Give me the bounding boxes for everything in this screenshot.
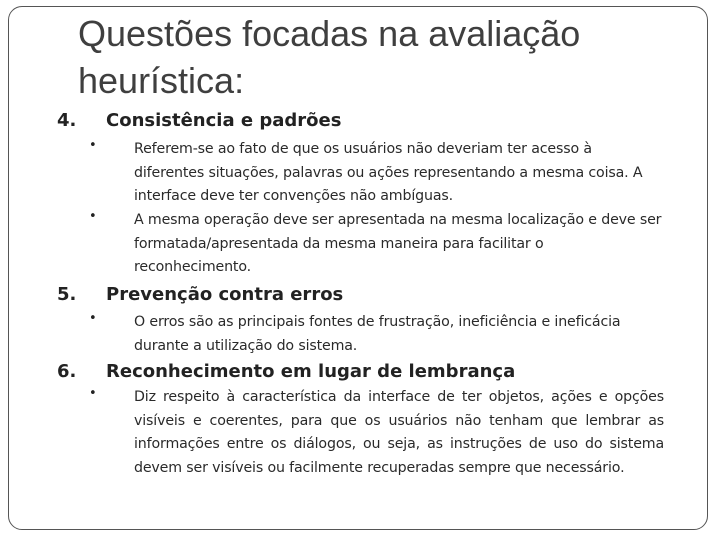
- bullet-text: O erros são as principais fontes de frustração, ineficiência e ineficácia durante a utilização do sistema.: [134, 314, 621, 354]
- section-title: Reconhecimento em lugar de lembrança: [106, 361, 516, 382]
- bullet-text: A mesma operação deve ser apresentada na mesma localização e deve ser formatada/apresentada da mesma maneira para facilitar o reconhecimento.: [134, 212, 662, 275]
- bullet-icon: •: [89, 209, 97, 224]
- section-number: 4.: [57, 110, 77, 131]
- bullet-icon: •: [89, 386, 97, 401]
- slide-title: Questões focadas na avaliação heurística:: [78, 13, 581, 101]
- section-number: 5.: [57, 284, 77, 305]
- bullet-icon: •: [89, 311, 97, 326]
- section-title: Prevenção contra erros: [106, 284, 344, 305]
- bullet-icon: •: [89, 138, 97, 153]
- bullet-text: Diz respeito à característica da interface de ter objetos, ações e opções visíveis e coerentes, para que os usuários não tenham que lembrar as informações entre os diálogos, ou seja, as instruções de uso do sistema devem ser visíveis ou facilmente recuperadas sempre que necessário.: [134, 389, 664, 476]
- bullet-text: Referem-se ao fato de que os usuários não deveriam ter acesso à diferentes situações, palavras ou ações representando a mesma coisa. A interface deve ter convenções não ambíguas.: [134, 141, 643, 204]
- section-number: 6.: [57, 361, 77, 382]
- section-title: Consistência e padrões: [106, 110, 342, 131]
